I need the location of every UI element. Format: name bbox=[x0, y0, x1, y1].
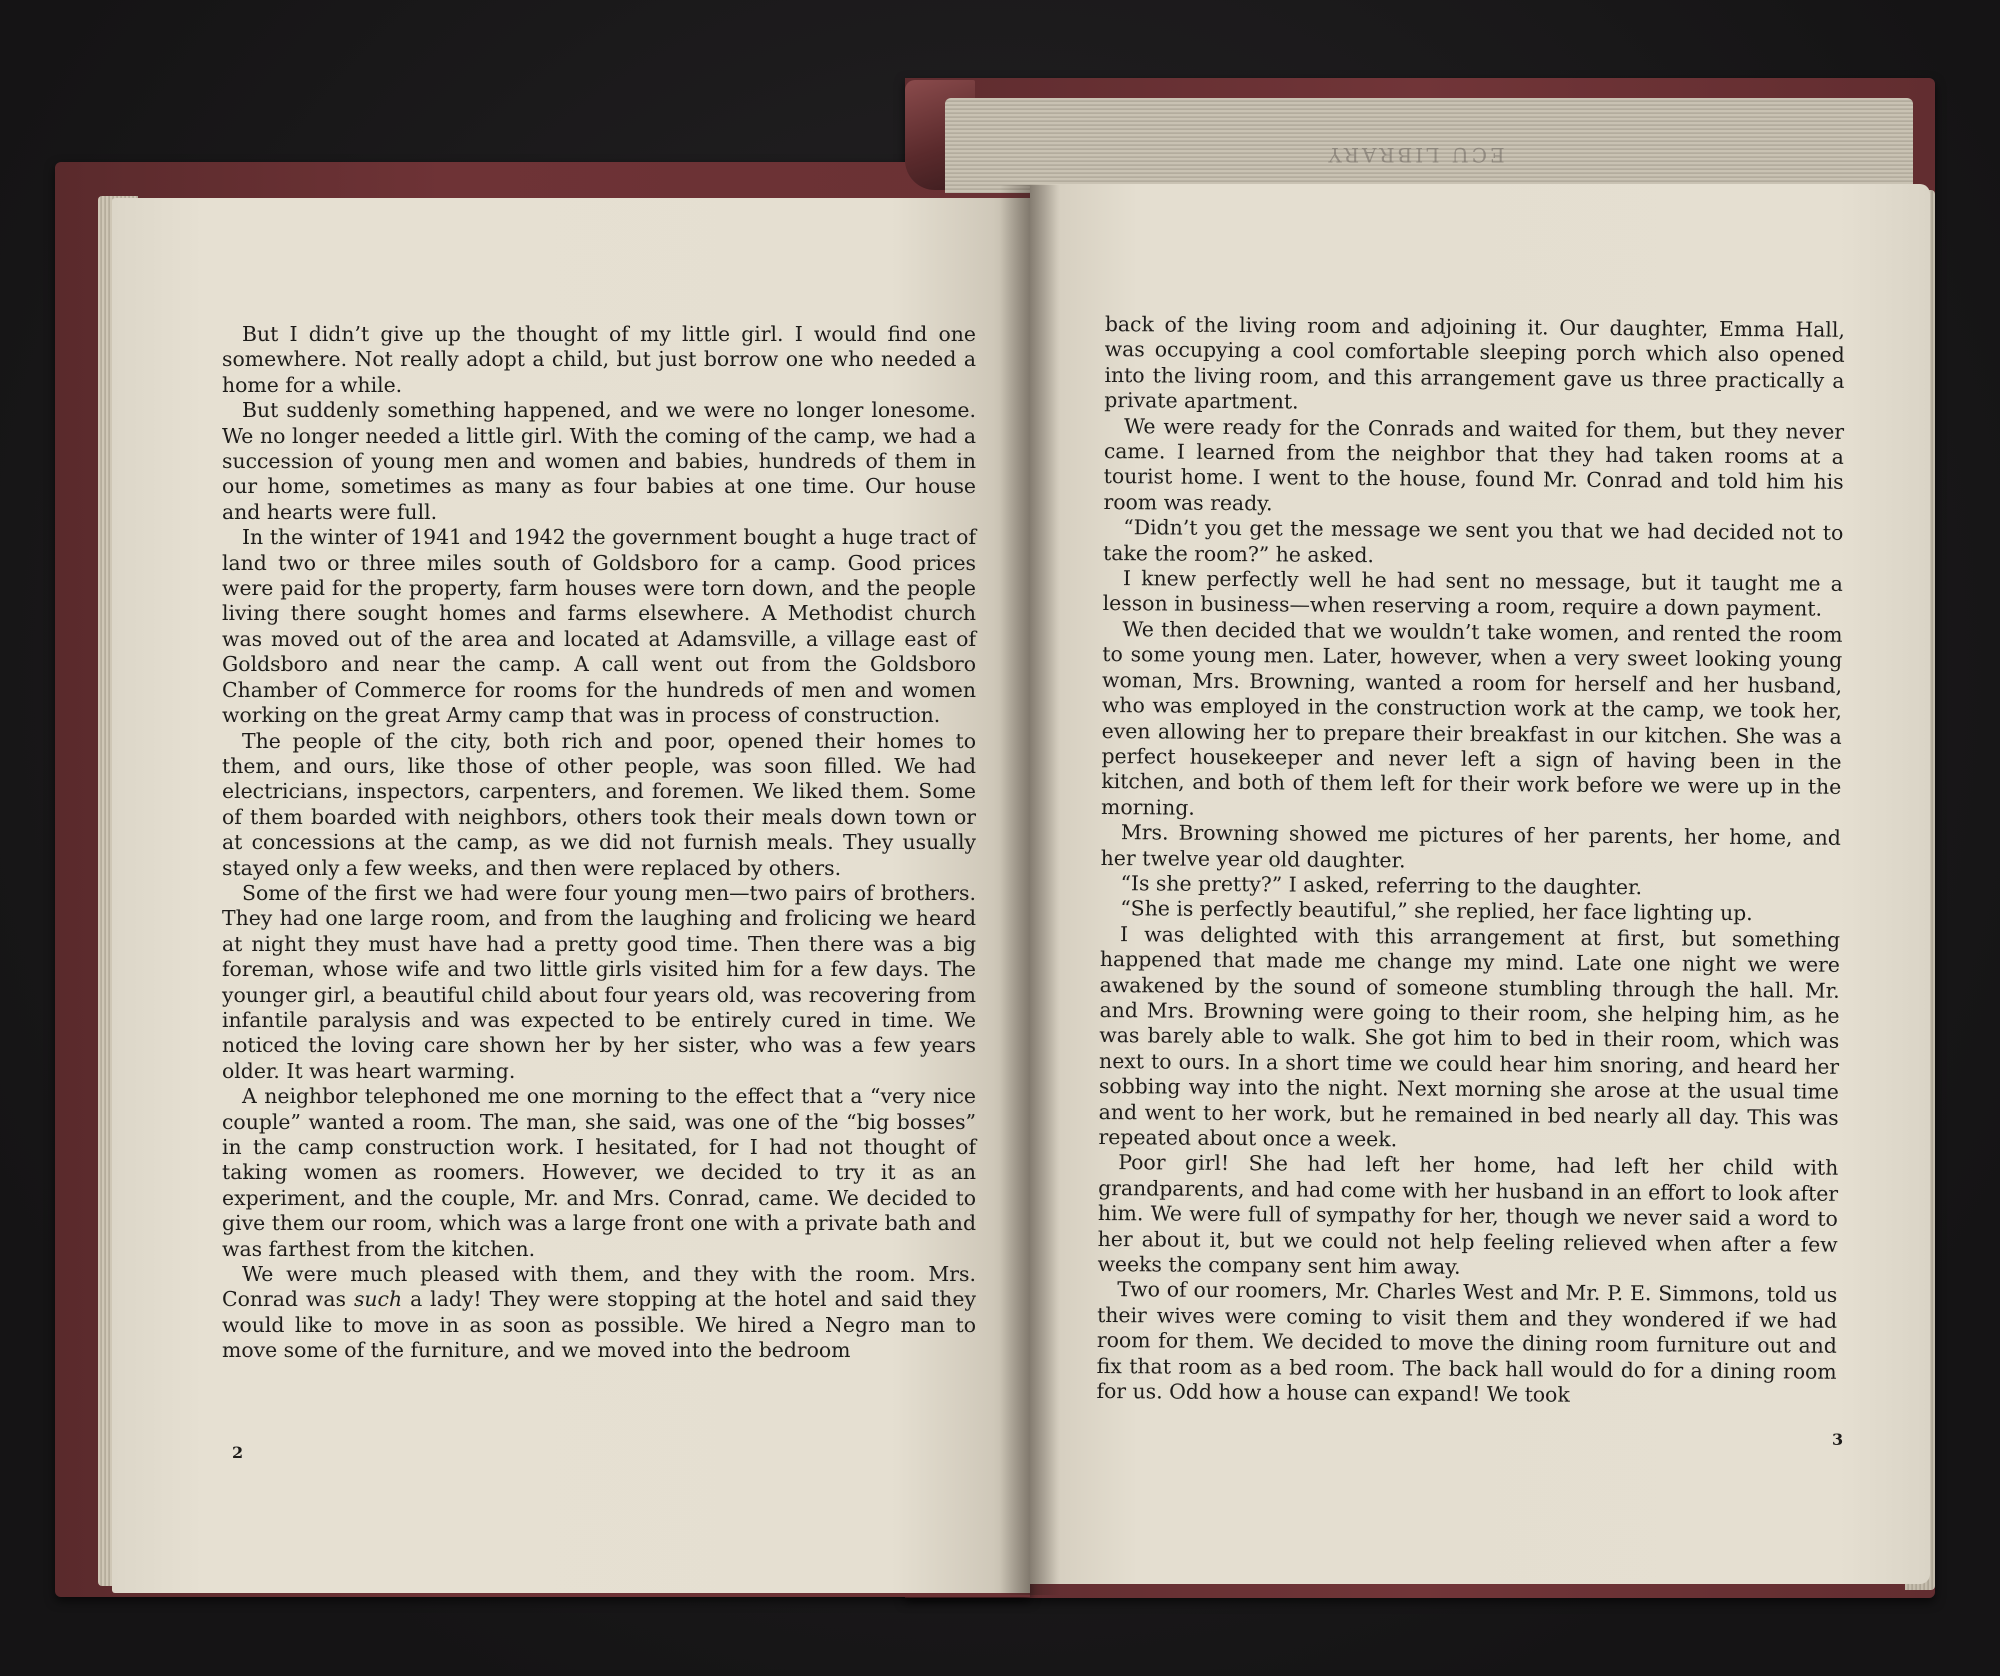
paragraph: Some of the first we had were four young men—two pairs of brothers. They had one large room, and from the laughing and frolicing we heard at night they must have had a pretty good time. Then there was a big foreman, whose wife and two little girls visited him for a few days. The younger girl, a beautiful child about four years old, was recovering from infantile paralysis and was expected to be entirely cured in time. We noticed the loving care shown her by her sister, who was a few years older. It was heart warming. bbox=[222, 880, 976, 1083]
paragraph: “She is perfectly beautiful,” she replied, her face lighting up. bbox=[1120, 896, 1753, 926]
paragraph-text: a lady! They were stopping at the hotel and said they would like to move in as soon as possible. We hired a Negro man to move some of the furniture, and we moved into the bedroom bbox=[222, 1287, 976, 1363]
paragraph: Mrs. Browning showed me pictures of her parents, her home, and her twelve year old daughter. bbox=[1100, 820, 1841, 872]
paragraph: A neighbor telephoned me one morning to the effect that a “very nice couple” wanted a room. The man, she said, was one of the “big bosses” in the camp construction work. I hesitated, for I had not thought of taking women as roomers. However, we decided to try it as an experiment, and the couple, Mr. and Mrs. Conrad, came. We decided to give them our room, which was a large front one with a private bath and was farthest from the kitchen. bbox=[222, 1084, 976, 1261]
paragraph-text: We were much pleased with them, and they with the room. Mrs. Conrad was bbox=[222, 1262, 976, 1312]
paragraph: Two of our roomers, Mr. Charles West and Mr. P. E. Simmons, told us their wives were coming to visit them and they wondered if we had room for them. We decided to move the dining room furniture out and fix that room as a bed room. The back hall would do for a dining room for us. Odd how a house can expand! We took bbox=[1096, 1277, 1838, 1407]
paragraph: “Is she pretty?” I asked, referring to the daughter. bbox=[1120, 871, 1643, 900]
paragraph: The people of the city, both rich and poor, opened their homes to them, and ours, like those of other people, was soon filled. We had electricians, inspectors, carpenters, and foremen. We liked them. Some of them boarded with neighbors, others took their meals down town or at concessions at the camp, as we did not furnish meals. They usually stayed only a few weeks, and then were replaced by others. bbox=[222, 728, 976, 880]
paragraph: We then decided that we wouldn’t take women, and rented the room to some young men. Later, however, when a very sweet looking young woman, Mrs. Browning, wanted a room for herself and her husband, who was employed in the construction work at the camp, we took her, even allowing her to prepare their breakfast in our kitchen. She was a perfect housekeeper and never left a sign of having been in the kitchen, and both of them left for their work before we were up in the morning. bbox=[1101, 617, 1843, 820]
emphasis-text: such bbox=[353, 1287, 403, 1312]
paragraph: But I didn’t give up the thought of my little girl. I would find one somewhere. Not really adopt a child, but just borrow one who needed a home for a while. bbox=[222, 322, 976, 397]
left-page-text bbox=[222, 322, 976, 1364]
paragraph bbox=[222, 1262, 976, 1364]
paragraph: Poor girl! She had left her home, had left her child with grandparents, and had come with her husband in an effort to look after him. We were full of sympathy for her, though we never said a word to her about it, but we could not help feeling relieved when after a few weeks the company sent him away. bbox=[1097, 1150, 1839, 1279]
paragraph: We were ready for the Conrads and waited for them, but they never came. I learned from the neighbor that they had taken rooms at a tourist home. I went to the house, found Mr. Conrad and told him his room was ready. bbox=[1103, 413, 1845, 516]
gutter-shadow bbox=[1000, 185, 1060, 1595]
paragraph: In the winter of 1941 and 1942 the government bought a huge tract of land two or three miles south of Goldsboro for a camp. Good prices were paid for the property, farm houses were torn down, and the people living there sought homes and farms elsewhere. A Methodist church was moved out of the area and located at Adamsville, a village east of Goldsboro and near the camp. A call went out from the Goldsboro Chamber of Commerce for rooms for the hundreds of men and women working on the great Army camp that was in process of construction. bbox=[222, 525, 976, 728]
paragraph: I knew perfectly well he had sent no message, but it taught me a lesson in business—when reserving a room, require a down payment. bbox=[1102, 566, 1843, 622]
page-number-left: 2 bbox=[232, 1443, 244, 1462]
paragraph: I was delighted with this arrangement at first, but something happened that made me change my mind. Late one night we were awakened by the sound of someone stumbling through the hall. Mr. and Mrs. Browning were going to their room, she helping him, as he was barely able to walk. She got him to bed in their room, which was next to ours. In a short time we could hear him snoring, and heard her sobbing way into the night. Next morning she arose at the usual time and went to her work, but he remained in bed nearly all day. This was repeated about once a week. bbox=[1098, 921, 1841, 1152]
paragraph: “Didn’t you get the message we sent you that we had decided not to take the room?” he asked. bbox=[1103, 515, 1844, 567]
page-number-right: 3 bbox=[1832, 1430, 1844, 1449]
paragraph: back of the living room and adjoining it. Our daughter, Emma Hall, was occupying a cool comfortable sleeping porch which also opened into the living room, and this arrangement gave us three practically a private apartment. bbox=[1104, 312, 1845, 414]
right-page-text bbox=[1096, 312, 1845, 1410]
library-stamp: ECU LIBRARY bbox=[1325, 143, 1505, 167]
paragraph: But suddenly something happened, and we were no longer lonesome. We no longer needed a little girl. With the coming of the camp, we had a succession of young men and women and babies, hundreds of them in our home, sometimes as many as four babies at one time. Our house and hearts were full. bbox=[222, 398, 976, 524]
